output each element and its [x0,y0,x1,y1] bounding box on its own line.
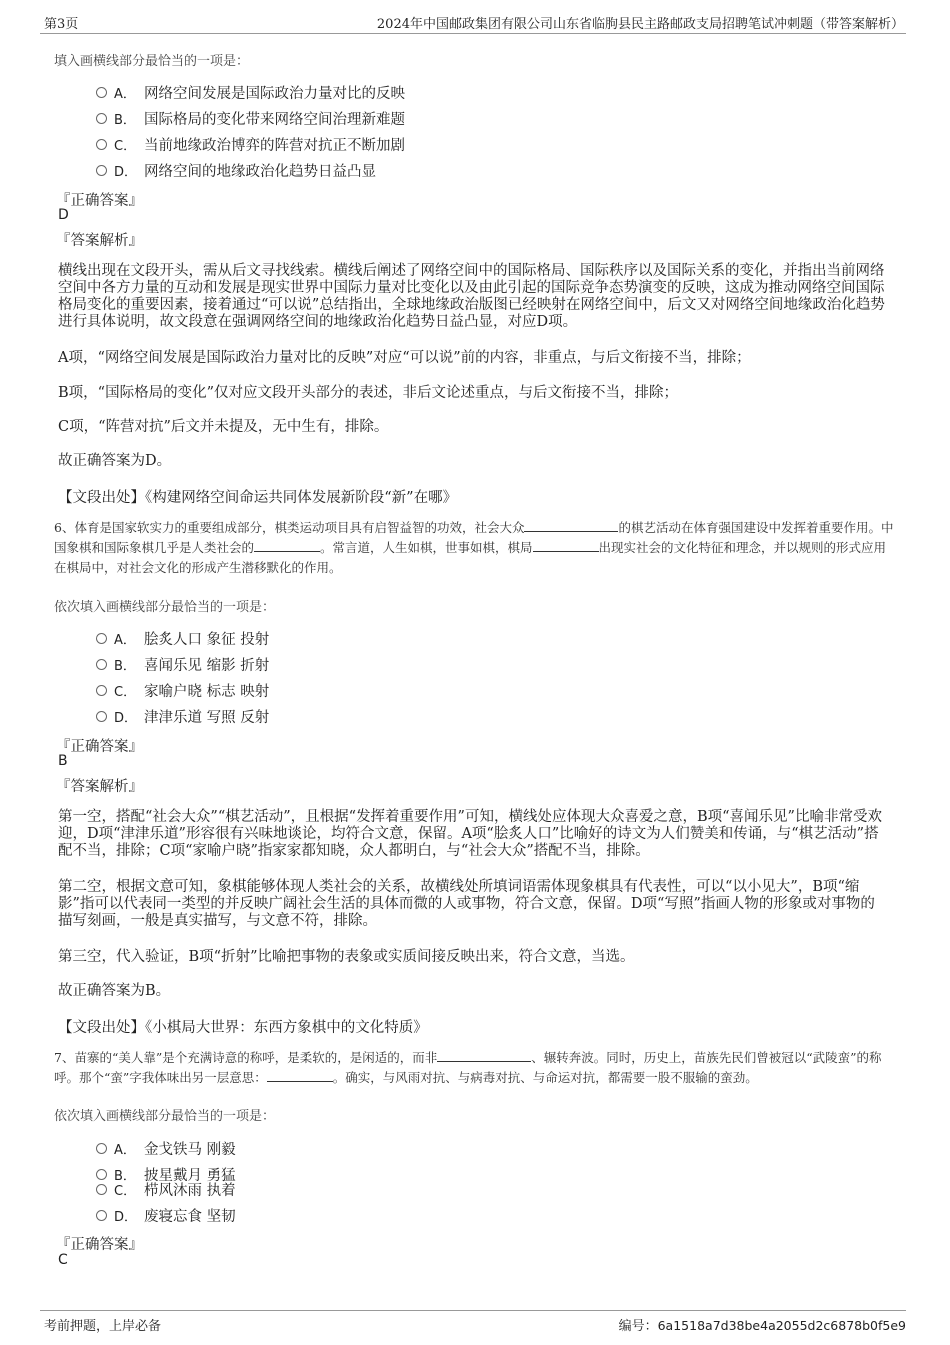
radio-icon[interactable] [96,87,107,98]
radio-icon[interactable] [96,113,107,124]
radio-icon[interactable] [96,1169,107,1180]
radio-icon[interactable] [96,1143,107,1154]
q6-answer-label: 『正确答案』 [56,739,143,755]
option-text: 国际格局的变化带来网络空间治理新难题 [144,112,405,128]
option-text: 金戈铁马 刚毅 [144,1142,236,1158]
option-letter: B． [114,1169,136,1184]
option-text: 当前地缘政治博弈的阵营对抗正不断加剧 [144,138,405,154]
option-letter: A． [114,1143,136,1158]
radio-icon[interactable] [96,659,107,670]
option-letter: B． [114,659,136,674]
footer-code-label: 编号： [618,1319,658,1334]
header-divider [40,33,906,34]
q5-lead: 填入画横线部分最恰当的一项是： [54,54,250,69]
option-letter: A． [114,87,136,102]
option-letter: C． [114,685,137,700]
q5-analysis-p1: 横线出现在文段开头，需从后文寻找线索。横线后阐述了网络空间中的国际格局、国际秩序以及国际关系的变化，并指出当前网络空间中各方力量的互动和发展是现实世界中国际力量对比变化以及由此引起的国际竞争态势演变的反映，这成为推动网络空间国际格局变化的重要因素，接着通过“可以说”总结指出，全球地缘政治版图已经映射在网络空间中，后文又对网络空间地缘政治化趋势进行具体说明，故文段意在强调网络空间的地缘政治化趋势日益凸显，对应D项。 [58,263,885,330]
q6-stem-part-2: 的棋艺活动在体育强国建设中发挥着重要作用。中国象棋和国际象棋几乎是人类社会的 [54,520,894,555]
q7-stem [54,1048,896,1088]
q6-blank-2 [254,539,320,552]
q5-answer-label: 『正确答案』 [56,193,143,209]
q6-option-d[interactable] [114,706,269,727]
q5-answer: D [58,207,69,223]
q5-analysis-p4: C项，“阵营对抗”后文并未提及，无中生有，排除。 [58,419,389,435]
q5-source: 【文段出处】《构建网络空间命运共同体发展新阶段“新”在哪》 [58,490,458,506]
q6-blank-1 [524,519,618,532]
option-text: 废寝忘食 坚韧 [144,1209,236,1225]
q7-answer-label: 『正确答案』 [56,1237,143,1253]
option-text: 家喻户晓 标志 映射 [144,684,270,700]
radio-icon[interactable] [96,685,107,696]
q7-option-c[interactable] [114,1179,236,1200]
q6-answer: B [58,753,68,769]
q6-analysis-p2: 第二空，根据文意可知，象棋能够体现人类社会的关系，故横线处所填词语需体现象棋具有代表性，可以“以小见大”，B项“缩影”指可以代表同一类型的并反映广阔社会生活的具体而微的人或事物，符合文意，保留。D项“写照”指画人物的形象或对事物的描写刻画，一般是真实描写，与文意不符，排除。 [58,879,875,929]
q7-blank-1 [437,1049,531,1062]
radio-icon[interactable] [96,165,107,176]
option-letter: D． [114,711,138,726]
q6-stem-part-4: 出现实社会的文化特征和理念，并以规则的形式应用在棋局中，对社会文化的形成产生潜移默化的作用。 [54,540,887,575]
q6-lead: 依次填入画横线部分最恰当的一项是： [54,600,276,615]
option-text: 网络空间发展是国际政治力量对比的反映 [144,86,405,102]
document-title: 2024年中国邮政集团有限公司山东省临朐县民主路邮政支局招聘笔试冲刺题（带答案解析） [376,17,904,32]
q5-analysis-p5: 故正确答案为D。 [58,453,172,469]
q7-option-d[interactable] [114,1205,236,1226]
radio-icon[interactable] [96,711,107,722]
q5-option-c[interactable] [114,134,405,155]
q5-analysis-label: 『答案解析』 [56,233,143,249]
q5-analysis-p3: B项，“国际格局的变化”仅对应文段开头部分的表述，非后文论述重点，与后文衔接不当，排除； [58,385,678,401]
option-letter: B． [114,113,136,128]
q6-analysis-p1: 第一空，搭配“社会大众”“棋艺活动”，且根据“发挥着重要作用”可知，横线处应体现大众喜爱之意，B项“喜闻乐见”比喻非常受欢迎，D项“津津乐道”形容很有兴味地谈论，均符合文意，保留。A项“脍炙人口”比喻好的诗文为人们赞美和传诵，与“棋艺活动”搭配不当，排除；C项“家喻户晓”指家家都知晓，众人都明白，与“社会大众”搭配不当，排除。 [58,809,882,859]
radio-icon[interactable] [96,633,107,644]
option-letter: D． [114,165,138,180]
radio-icon[interactable] [96,139,107,150]
q6-option-a[interactable] [114,628,269,649]
q7-option-a[interactable] [114,1138,236,1159]
option-letter: D． [114,1210,138,1225]
q6-stem-part-1: 6、体育是国家软实力的重要组成部分，棋类运动项目具有启智益智的功效，社会大众 [54,520,525,535]
q6-analysis-p4: 故正确答案为B。 [58,983,171,999]
q6-stem [54,518,896,578]
q7-stem-part-3: 。确实，与风雨对抗、与病毒对抗、与命运对抗，都需要一股不服输的蛮劲。 [332,1070,758,1085]
option-text: 脍炙人口 象征 投射 [144,632,270,648]
q7-stem-part-1: 7、苗寨的“美人靠”是个充满诗意的称呼，是柔软的，是闲适的，而非 [54,1050,438,1065]
option-text: 栉风沐雨 执着 [144,1183,236,1199]
q7-answer: C [58,1252,68,1268]
q6-option-c[interactable] [114,680,269,701]
option-text: 网络空间的地缘政治化趋势日益凸显 [144,164,376,180]
radio-icon[interactable] [96,1184,107,1195]
q5-option-a[interactable] [114,82,405,103]
q6-source: 【文段出处】《小棋局大世界：东西方象棋中的文化特质》 [58,1020,428,1036]
footer-divider [40,1310,906,1311]
q7-lead: 依次填入画横线部分最恰当的一项是： [54,1109,276,1124]
option-letter: C． [114,139,137,154]
option-letter: A． [114,633,136,648]
footer-code [619,1315,906,1334]
q7-stem-part-2: 、辗转奔波。同时，历史上，苗族先民们曾被冠以“武陵蛮”的称呼。那个“蛮”字我体味出另一层意思： [54,1050,882,1085]
option-text: 津津乐道 写照 反射 [144,710,270,726]
q6-option-b[interactable] [114,654,269,675]
option-text: 披星戴月 勇猛 [144,1168,236,1184]
option-text: 喜闻乐见 缩影 折射 [144,658,270,674]
q5-analysis-p2: A项，“网络空间发展是国际政治力量对比的反映”对应“可以说”前的内容，非重点，与后文衔接不当，排除； [58,350,751,366]
q6-stem-part-3: 。常言道，人生如棋，世事如棋，棋局 [320,540,533,555]
q7-blank-2 [267,1069,333,1082]
q5-option-b[interactable] [114,108,405,129]
footer-slogan: 考前押题，上岸必备 [44,1319,162,1334]
option-letter: C． [114,1184,137,1199]
q6-analysis-label: 『答案解析』 [56,779,143,795]
q5-option-d[interactable] [114,160,376,181]
footer-code-value: 6a1518a7d38be4a2055d2c6878b0f5e9 [657,1318,906,1333]
q6-analysis-p3: 第三空，代入验证，B项“折射”比喻把事物的表象或实质间接反映出来，符合文意，当选。 [58,949,635,965]
radio-icon[interactable] [96,1210,107,1221]
q6-blank-3 [533,539,599,552]
page-number: 第3页 [44,17,79,32]
